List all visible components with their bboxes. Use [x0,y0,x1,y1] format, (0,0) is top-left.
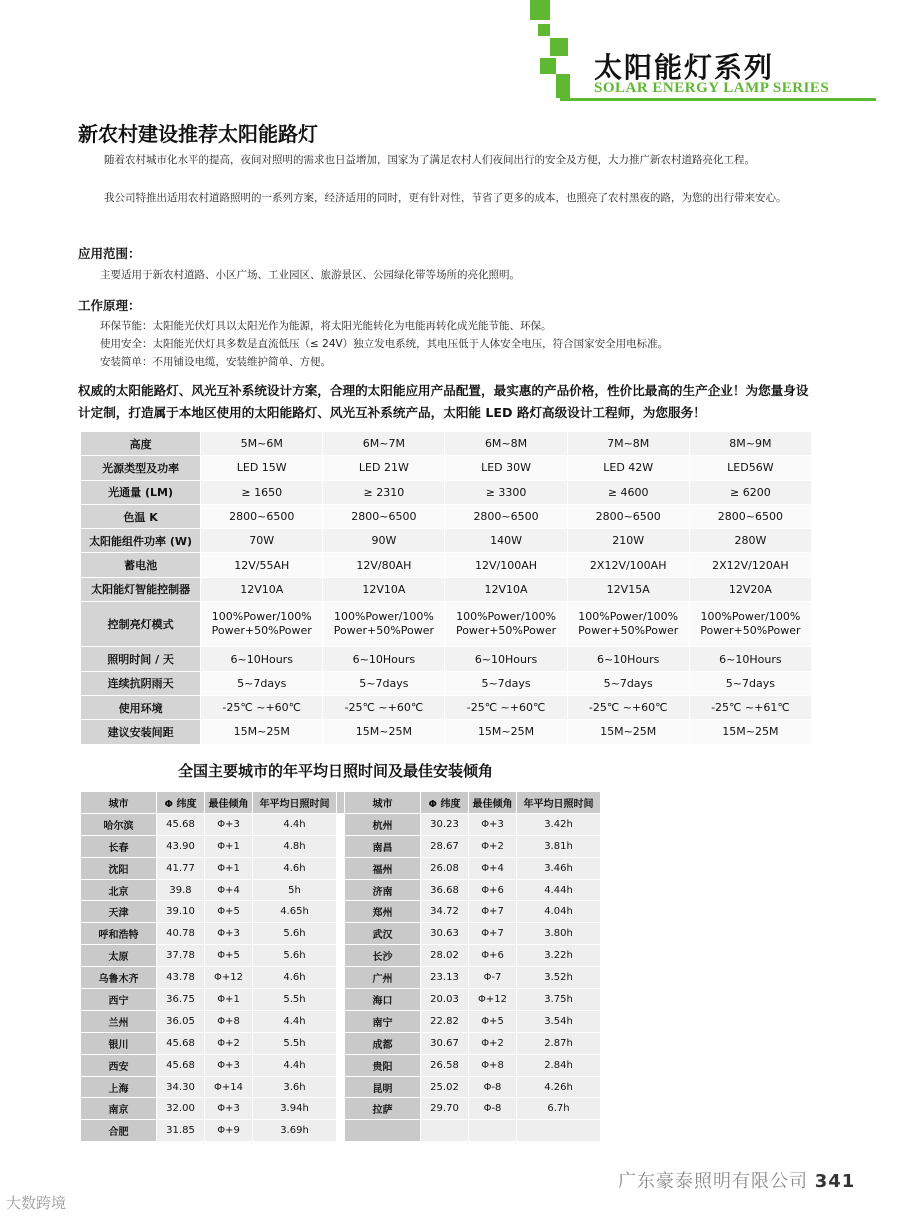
city-value: Φ+3 [469,813,517,835]
spec-cell: ≥ 6200 [689,480,811,504]
city-value: Φ-8 [469,1098,517,1120]
city-name: 长沙 [345,945,421,967]
intro-paragraph-1: 随着农村城市化水平的提高，夜间对照明的需求也日益增加，国家为了满足农村人们夜间出行的安全及方便，大力推广新农村道路亮化工程。 [104,154,755,166]
city-gap [337,1076,345,1098]
spec-cell: 2800~6500 [323,504,445,528]
spec-cell: ≥ 4600 [567,480,689,504]
spec-row-label: 控制亮灯模式 [81,602,201,647]
city-name: 贵阳 [345,1054,421,1076]
city-name: 海口 [345,989,421,1011]
city-row [81,1054,601,1076]
city-value: 36.68 [421,879,469,901]
spec-row [81,577,812,601]
city-value: 3.42h [517,813,601,835]
city-value: 26.58 [421,1054,469,1076]
city-row [81,901,601,923]
spec-cell: 6~10Hours [323,647,445,671]
city-value: Φ+5 [469,1010,517,1032]
spec-cell: 280W [689,529,811,553]
city-gap [337,792,345,814]
city-gap [337,879,345,901]
spec-cell: -25℃ ~+60℃ [201,695,323,719]
header-block-5 [556,74,570,98]
spec-cell: 12V10A [445,577,567,601]
city-gap [337,1120,345,1142]
city-value: 4.26h [517,1076,601,1098]
city-gap [337,989,345,1011]
city-name: 上海 [81,1076,157,1098]
city-row [81,1076,601,1098]
spec-cell: LED56W [689,456,811,480]
city-value: 45.68 [157,1032,205,1054]
spec-row-label: 使用环境 [81,695,201,719]
city-row [81,1120,601,1142]
city-value [469,1120,517,1142]
city-row [81,1010,601,1032]
city-header-row [81,792,601,814]
city-value [517,1120,601,1142]
city-gap [337,923,345,945]
city-row [81,857,601,879]
principle-line-1: 环保节能：太阳能光伏灯具以太阳光作为能源，将太阳光能转化为电能再转化成光能节能、环保。 [100,320,552,332]
city-value: 39.10 [157,901,205,923]
city-value: Φ+3 [205,1098,253,1120]
city-value: 41.77 [157,857,205,879]
city-value: 45.68 [157,1054,205,1076]
spec-cell: 5~7days [201,671,323,695]
city-value: 4.04h [517,901,601,923]
city-name: 南宁 [345,1010,421,1032]
spec-cell: 12V/80AH [323,553,445,577]
city-value: Φ+5 [205,945,253,967]
principle-line-3: 安装简单：不用铺设电缆，安装维护简单、方便。 [100,356,331,368]
city-name: 济南 [345,879,421,901]
city-name: 乌鲁木齐 [81,967,157,989]
city-value: 5.5h [253,989,337,1011]
city-value: Φ+3 [205,923,253,945]
spec-cell: 6~10Hours [689,647,811,671]
city-name: 合肥 [81,1120,157,1142]
city-value: 4.8h [253,835,337,857]
city-value: 4.4h [253,1054,337,1076]
city-value: Φ+2 [469,835,517,857]
spec-cell: 12V10A [323,577,445,601]
city-row [81,989,601,1011]
city-value: 3.94h [253,1098,337,1120]
city-name: 广州 [345,967,421,989]
spec-cell: 100%Power/100% Power+50%Power [323,602,445,647]
spec-cell: 140W [445,529,567,553]
city-value: 4.6h [253,967,337,989]
city-gap [337,835,345,857]
city-name: 北京 [81,879,157,901]
spec-cell: 100%Power/100% Power+50%Power [567,602,689,647]
spec-cell: 15M~25M [689,720,811,744]
city-name: 天津 [81,901,157,923]
city-value: Φ-8 [469,1076,517,1098]
city-gap [337,945,345,967]
spec-cell: ≥ 2310 [323,480,445,504]
header-block-3 [550,38,568,56]
city-name: 银川 [81,1032,157,1054]
city-value: Φ+4 [205,879,253,901]
city-name: 武汉 [345,923,421,945]
spec-cell: 12V/55AH [201,553,323,577]
city-value: 3.46h [517,857,601,879]
city-gap [337,857,345,879]
city-name: 兰州 [81,1010,157,1032]
page-number: 341 [814,1171,856,1192]
city-gap [337,1010,345,1032]
city-name: 太原 [81,945,157,967]
city-row [81,1032,601,1054]
spec-row-label: 连续抗阴雨天 [81,671,201,695]
city-value: 36.05 [157,1010,205,1032]
spec-cell: 15M~25M [323,720,445,744]
city-value: Φ+9 [205,1120,253,1142]
city-table [80,791,601,1142]
city-value: Φ+6 [469,945,517,967]
city-value: 5.6h [253,945,337,967]
city-value: 43.90 [157,835,205,857]
header-subtitle: SOLAR ENERGY LAMP SERIES [594,80,830,96]
city-name: 哈尔滨 [81,813,157,835]
city-value: 4.44h [517,879,601,901]
city-header-left-2: 最佳倾角 [205,792,253,814]
city-value: 31.85 [157,1120,205,1142]
city-value: Φ+5 [205,901,253,923]
spec-cell: 2800~6500 [201,504,323,528]
city-value: 3.81h [517,835,601,857]
city-row [81,879,601,901]
header-rule [560,98,876,101]
city-value: 28.67 [421,835,469,857]
city-value: 3.69h [253,1120,337,1142]
city-value: 34.30 [157,1076,205,1098]
spec-cell: 5~7days [323,671,445,695]
city-value: 32.00 [157,1098,205,1120]
city-name: 南京 [81,1098,157,1120]
spec-cell: -25℃ ~+60℃ [567,695,689,719]
city-name: 福州 [345,857,421,879]
city-header-left-3: 年平均日照时间 [253,792,337,814]
city-name: 郑州 [345,901,421,923]
city-name: 长春 [81,835,157,857]
city-name: 呼和浩特 [81,923,157,945]
spec-cell: 100%Power/100% Power+50%Power [445,602,567,647]
city-value: 34.72 [421,901,469,923]
spec-cell: 100%Power/100% Power+50%Power [201,602,323,647]
city-value: Φ+7 [469,901,517,923]
spec-cell: 7M~8M [567,432,689,456]
city-value: 2.84h [517,1054,601,1076]
city-value: Φ+2 [469,1032,517,1054]
city-value: 39.8 [157,879,205,901]
spec-cell: 210W [567,529,689,553]
city-header-left-0: 城市 [81,792,157,814]
city-header-right-3: 年平均日照时间 [517,792,601,814]
spec-row [81,480,812,504]
city-value: 43.78 [157,967,205,989]
city-name: 昆明 [345,1076,421,1098]
city-row [81,835,601,857]
city-value: 30.23 [421,813,469,835]
city-value: 45.68 [157,813,205,835]
company-name: 广东豪泰照明有限公司 [618,1171,808,1192]
spec-row [81,602,812,647]
city-value: 22.82 [421,1010,469,1032]
spec-cell: 15M~25M [201,720,323,744]
city-gap [337,1032,345,1054]
city-row [81,945,601,967]
footer-right-watermark [618,1167,855,1193]
spec-cell: -25℃ ~+60℃ [323,695,445,719]
spec-cell: 5~7days [689,671,811,695]
spec-row [81,720,812,744]
city-value: Φ+3 [205,813,253,835]
spec-cell: 2800~6500 [445,504,567,528]
city-value: 4.65h [253,901,337,923]
city-value: 3.80h [517,923,601,945]
spec-cell: 100%Power/100% Power+50%Power [689,602,811,647]
city-value: 30.67 [421,1032,469,1054]
spec-cell: 90W [323,529,445,553]
city-value: 25.02 [421,1076,469,1098]
city-value: 3.52h [517,967,601,989]
city-value: Φ+6 [469,879,517,901]
spec-cell: 15M~25M [445,720,567,744]
city-name: 杭州 [345,813,421,835]
city-row [81,813,601,835]
city-gap [337,901,345,923]
spec-cell: LED 15W [201,456,323,480]
city-value: 2.87h [517,1032,601,1054]
scope-text: 主要适用于新农村道路、小区广场、工业园区、旅游景区、公园绿化带等场所的亮化照明。 [100,269,520,281]
spec-cell: 5~7days [567,671,689,695]
page-title: 新农村建设推荐太阳能路灯 [78,122,318,146]
city-row [81,1098,601,1120]
city-gap [337,1054,345,1076]
city-value: 3.22h [517,945,601,967]
city-value: Φ+4 [469,857,517,879]
city-name [345,1120,421,1142]
spec-cell: 2800~6500 [689,504,811,528]
spec-cell: 2X12V/100AH [567,553,689,577]
city-value: Φ+1 [205,989,253,1011]
city-value: 5h [253,879,337,901]
city-header-right-1: Φ 纬度 [421,792,469,814]
city-value: 36.75 [157,989,205,1011]
city-value: 26.08 [421,857,469,879]
spec-row [81,695,812,719]
city-table-title: 全国主要城市的年平均日照时间及最佳安装倾角 [178,762,494,780]
city-value: 4.6h [253,857,337,879]
spec-cell: 6~10Hours [445,647,567,671]
city-value: Φ-7 [469,967,517,989]
city-value: Φ+14 [205,1076,253,1098]
city-value: 3.6h [253,1076,337,1098]
header-block-2 [538,24,550,36]
spec-row-label: 太阳能灯智能控制器 [81,577,201,601]
spec-cell: 6~10Hours [567,647,689,671]
city-value: 3.75h [517,989,601,1011]
spec-cell: 6M~8M [445,432,567,456]
city-value: 40.78 [157,923,205,945]
city-value: 37.78 [157,945,205,967]
city-value: 6.7h [517,1098,601,1120]
spec-row-label: 太阳能组件功率 (W) [81,529,201,553]
spec-cell: ≥ 1650 [201,480,323,504]
city-value: Φ+8 [205,1010,253,1032]
spec-row-label: 光源类型及功率 [81,456,201,480]
city-name: 成都 [345,1032,421,1054]
spec-row-label: 色温 K [81,504,201,528]
city-header-right-2: 最佳倾角 [469,792,517,814]
spec-cell: LED 42W [567,456,689,480]
city-row [81,923,601,945]
principle-line-2: 使用安全：太阳能光伏灯具多数是直流低压（≤ 24V）独立发电系统，其电压低于人体安全电压，符合国家安全用电标准。 [100,338,669,350]
principle-heading: 工作原理： [78,298,141,313]
spec-cell: 12V20A [689,577,811,601]
city-value [421,1120,469,1142]
spec-row-label: 高度 [81,432,201,456]
city-value: Φ+2 [205,1032,253,1054]
spec-cell: 6M~7M [323,432,445,456]
city-value: 29.70 [421,1098,469,1120]
city-value: 23.13 [421,967,469,989]
city-gap [337,813,345,835]
spec-row [81,529,812,553]
city-gap [337,967,345,989]
city-value: Φ+7 [469,923,517,945]
city-name: 沈阳 [81,857,157,879]
city-value: Φ+1 [205,835,253,857]
spec-cell: LED 21W [323,456,445,480]
spec-row-label: 照明时间 / 天 [81,647,201,671]
city-value: 4.4h [253,813,337,835]
spec-cell: 12V10A [201,577,323,601]
spec-row-label: 建议安装间距 [81,720,201,744]
city-header-right-0: 城市 [345,792,421,814]
city-value: 4.4h [253,1010,337,1032]
spec-cell: 5~7days [445,671,567,695]
city-name: 南昌 [345,835,421,857]
footer-left-watermark: 大数跨境 [6,1194,67,1212]
spec-cell: ≥ 3300 [445,480,567,504]
spec-row [81,504,812,528]
city-name: 拉萨 [345,1098,421,1120]
city-value: 5.6h [253,923,337,945]
header-block-1 [530,0,550,20]
city-value: 20.03 [421,989,469,1011]
spec-row [81,647,812,671]
spec-row [81,456,812,480]
spec-row-label: 蓄电池 [81,553,201,577]
city-value: 30.63 [421,923,469,945]
promo-text: 权威的太阳能路灯、风光互补系统设计方案，合理的太阳能应用产品配置，最实惠的产品价格，性价比最高的生产企业！为您量身设计定制，打造属于本地区使用的太阳能路灯、风光互补系统产品，太阳能 LED 路灯高级设计工程师，为您服务！ [78,383,809,420]
city-value: Φ+8 [469,1054,517,1076]
city-value: 5.5h [253,1032,337,1054]
city-gap [337,1098,345,1120]
spec-row [81,671,812,695]
city-value: Φ+12 [469,989,517,1011]
city-value: Φ+1 [205,857,253,879]
scope-heading: 应用范围： [78,246,141,261]
city-header-left-1: Φ 纬度 [157,792,205,814]
spec-cell: 2X12V/120AH [689,553,811,577]
city-name: 西宁 [81,989,157,1011]
spec-row-label: 光通量 (LM) [81,480,201,504]
header-block-4 [540,58,556,74]
spec-cell: 5M~6M [201,432,323,456]
spec-cell: 8M~9M [689,432,811,456]
spec-cell: LED 30W [445,456,567,480]
spec-cell: 12V/100AH [445,553,567,577]
city-value: 28.02 [421,945,469,967]
city-name: 西安 [81,1054,157,1076]
spec-cell: 70W [201,529,323,553]
spec-cell: 2800~6500 [567,504,689,528]
city-value: Φ+12 [205,967,253,989]
city-value: 3.54h [517,1010,601,1032]
city-value: Φ+3 [205,1054,253,1076]
spec-table [80,431,812,745]
spec-cell: -25℃ ~+61℃ [689,695,811,719]
spec-row [81,432,812,456]
spec-cell: 6~10Hours [201,647,323,671]
spec-cell: 12V15A [567,577,689,601]
city-row [81,967,601,989]
header-title: 太阳能灯系列 [594,51,775,84]
spec-row [81,553,812,577]
spec-cell: -25℃ ~+60℃ [445,695,567,719]
intro-paragraph-2: 我公司特推出适用农村道路照明的一系列方案，经济适用的同时，更有针对性，节省了更多的成本，也照亮了农村黑夜的路，为您的出行带来安心。 [104,192,787,204]
spec-cell: 15M~25M [567,720,689,744]
